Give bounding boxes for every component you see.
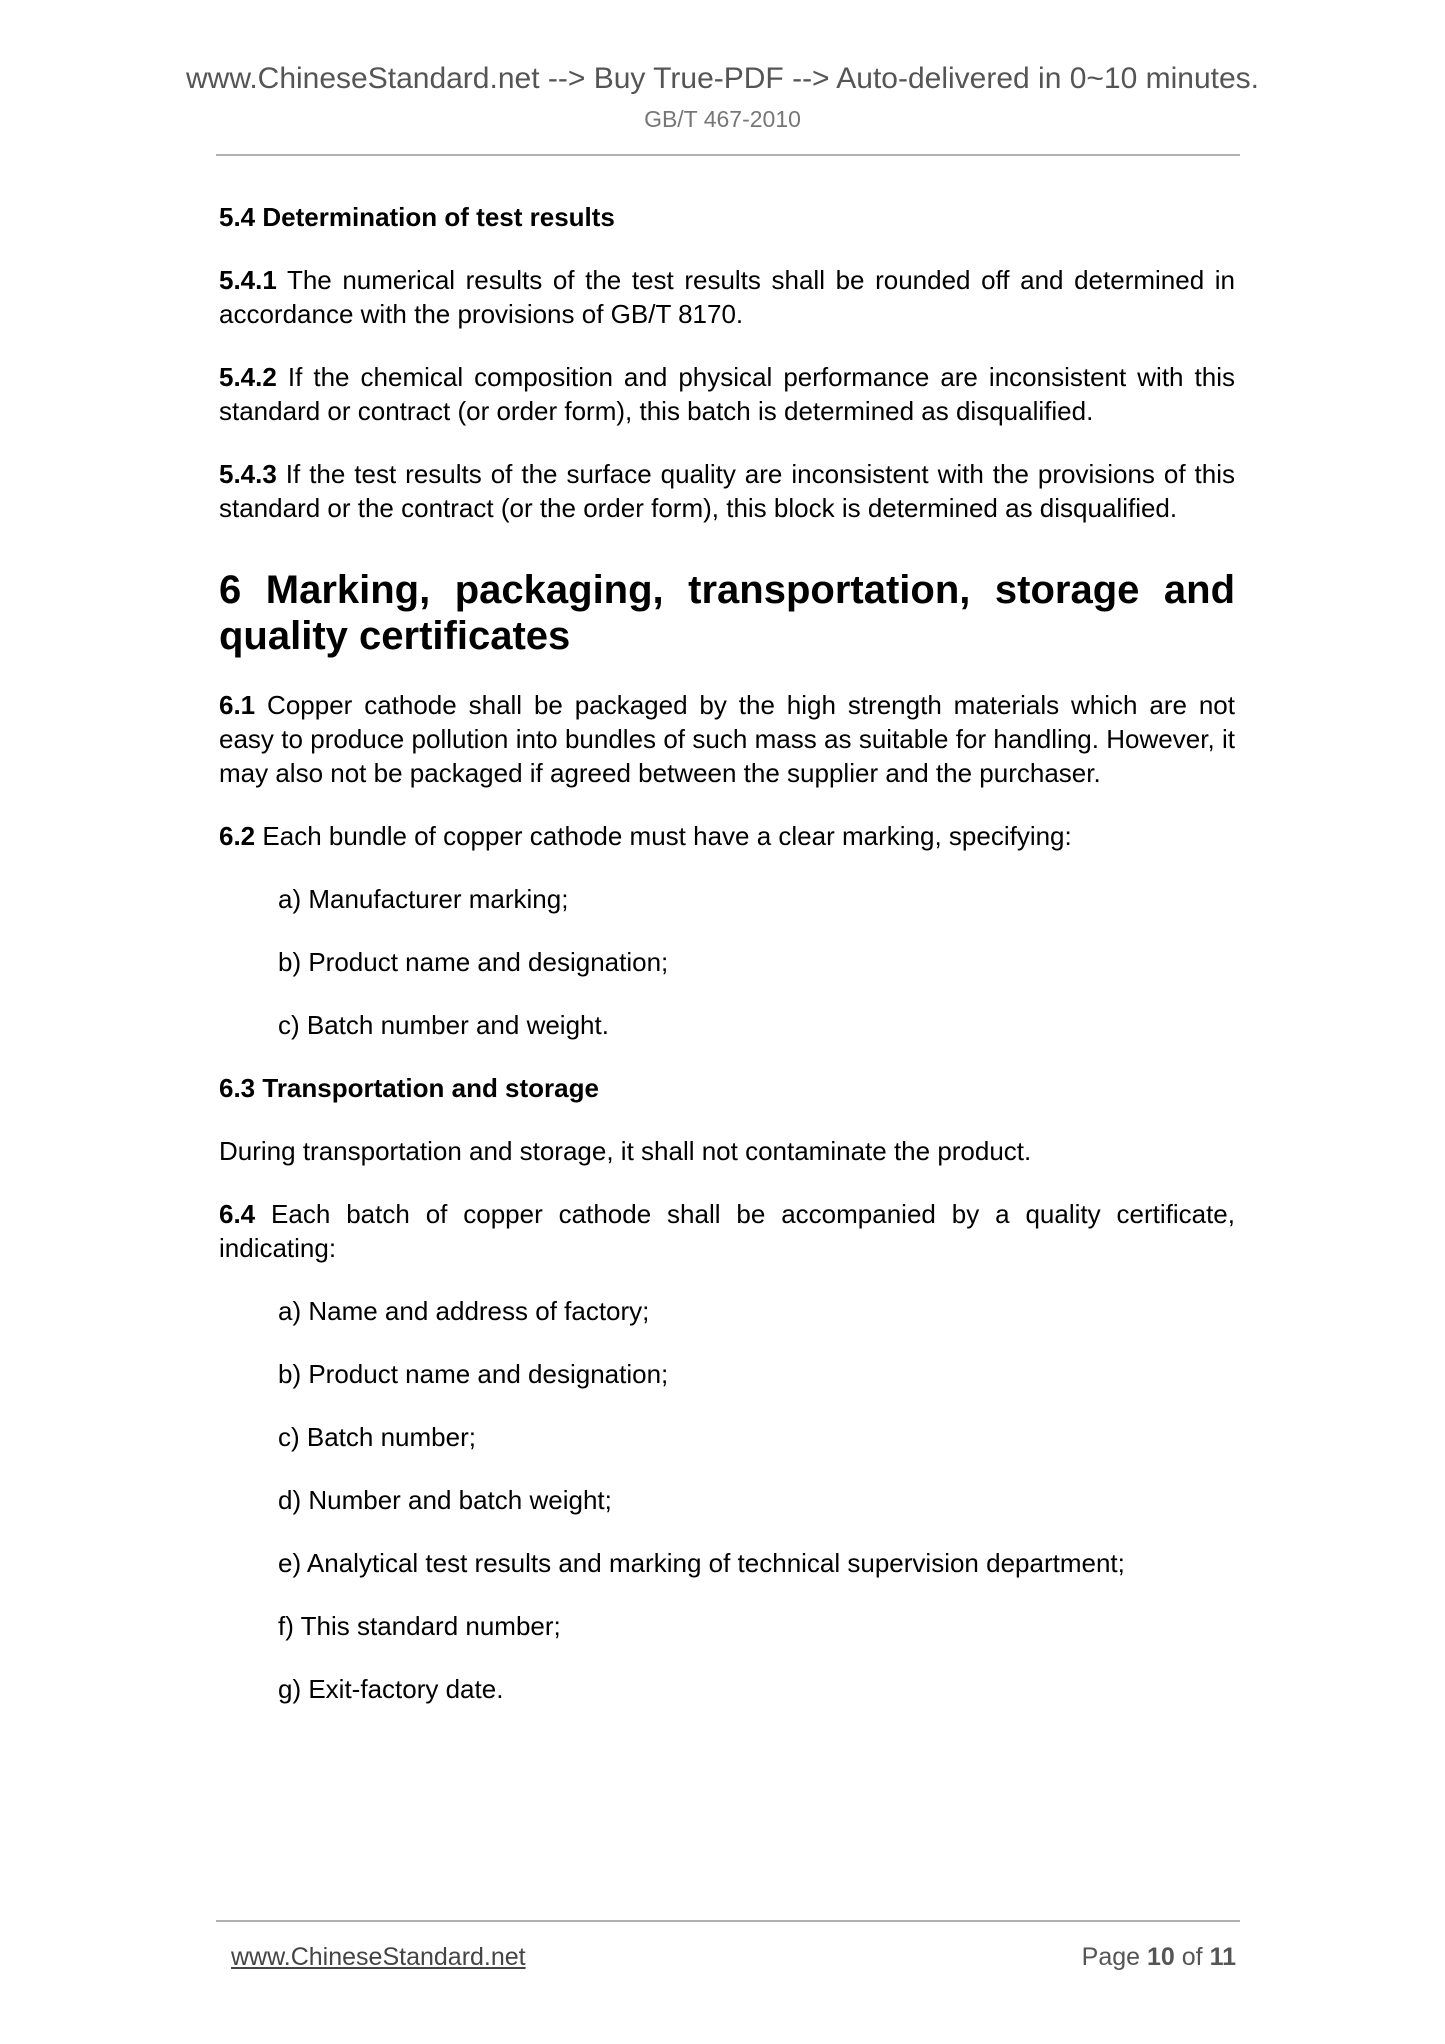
clause-number: 5.4.2 [219,362,277,392]
section-6-3-heading: 6.3 Transportation and storage [219,1073,599,1103]
clause-text: The numerical results of the test results shall be rounded off and determined in accordance with the provisions of GB/T 8170. [219,265,1235,329]
list-item: d) Number and batch weight; [278,1485,612,1515]
total-pages: 11 [1209,1943,1236,1971]
page-of-label: of [1181,1943,1203,1971]
list-item: a) Manufacturer marking; [278,884,569,914]
section-6-heading: 6 Marking, packaging, transportation, storage and quality certificates [219,568,1235,658]
header-banner: www.ChineseStandard.net --> Buy True-PDF --> Auto-delivered in 0~10 minutes. [185,62,1260,95]
list-item: b) Product name and designation; [278,1359,669,1389]
clause-5-4-1 [219,263,1235,331]
list-item: b) Product name and designation; [278,947,669,977]
list-item: c) Batch number; [278,1422,476,1452]
clause-6-1 [219,688,1235,790]
list-item: a) Name and address of factory; [278,1296,650,1326]
footer-website-link[interactable]: www.ChineseStandard.net [231,1943,526,1971]
page-number [1082,1941,1236,1973]
footer-divider [216,1920,1240,1922]
clause-5-4-3 [219,457,1235,525]
clause-text: Each batch of copper cathode shall be accompanied by a quality certificate, indicating: [219,1199,1235,1263]
clause-6-2 [219,819,1235,853]
header-divider [216,154,1240,156]
list-item: e) Analytical test results and marking of technical supervision department; [278,1548,1125,1578]
clause-number: 5.4.3 [219,459,277,489]
clause-6-4 [219,1197,1235,1265]
page-label: Page [1081,1943,1141,1971]
clause-number: 6.4 [219,1199,256,1229]
clause-6-3-text: During transportation and storage, it shall not contaminate the product. [219,1136,1032,1166]
clause-number: 6.2 [219,821,256,851]
clause-number: 6.1 [219,690,256,720]
page-content [219,200,1235,1735]
list-item: f) This standard number; [278,1611,561,1641]
section-5-4-heading: 5.4 Determination of test results [219,202,615,232]
clause-text: If the chemical composition and physical performance are inconsistent with this standard or contract (or order form), this batch is determined as disqualified. [219,362,1235,426]
list-item: c) Batch number and weight. [278,1010,609,1040]
current-page: 10 [1146,1943,1175,1971]
list-item: g) Exit-factory date. [278,1674,504,1704]
clause-text: Each bundle of copper cathode must have a clear marking, specifying: [262,821,1072,851]
clause-5-4-2 [219,360,1235,428]
clause-number: 5.4.1 [219,265,277,295]
clause-text: If the test results of the surface quality are inconsistent with the provisions of this standard or the contract (or the order form), this block is determined as disqualified. [219,459,1235,523]
document-id: GB/T 467-2010 [644,106,801,132]
clause-text: Copper cathode shall be packaged by the high strength materials which are not easy to produce pollution into bundles of such mass as suitable for handling. However, it may also not be packaged if agreed between the supplier and the purchaser. [219,690,1235,788]
